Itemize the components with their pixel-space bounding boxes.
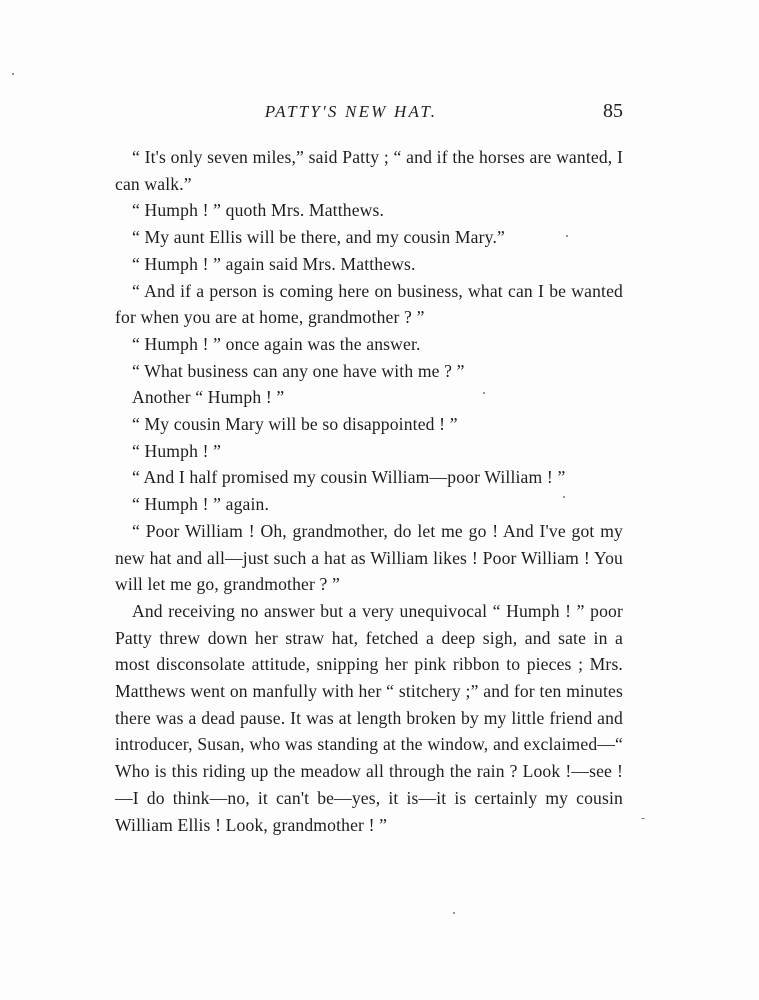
paper-speck bbox=[12, 73, 14, 75]
paragraph: “ What business can any one have with me ? ” bbox=[132, 360, 465, 381]
paragraph: Another “ Humph ! ” bbox=[132, 387, 285, 408]
running-title: PATTY'S NEW HAT. bbox=[264, 102, 438, 121]
paragraph: “ Humph ! ” quoth Mrs. Matthews. bbox=[132, 200, 385, 221]
body-text bbox=[115, 144, 623, 838]
page-number: 85 bbox=[603, 100, 623, 122]
paper-speck bbox=[563, 496, 565, 498]
paragraph: “ Humph ! ” again said Mrs. Matthews. bbox=[132, 253, 416, 274]
paragraph: “ Humph ! ” bbox=[132, 440, 222, 461]
paragraph: “ Humph ! ” once again was the answer. bbox=[132, 333, 421, 354]
paragraph: “ Poor William ! Oh, grandmother, do let me go ! And I've got my new hat and all—just such a hat as William likes ! Poor William ! You will let me go, grandmother ? ” bbox=[115, 520, 623, 595]
paragraph: “ Humph ! ” again. bbox=[132, 494, 270, 515]
paper-speck bbox=[483, 392, 485, 394]
paragraph: “ And I half promised my cousin William—poor William ! ” bbox=[132, 467, 566, 488]
paragraph: “ My cousin Mary will be so disappointed ! ” bbox=[132, 414, 458, 435]
paper-speck bbox=[453, 912, 455, 914]
paragraph: And receiving no answer but a very unequivocal “ Humph ! ” poor Patty threw down her straw hat, fetched a deep sigh, and sate in a most disconsolate attitude, snipping her pink ribbon to pieces ; Mrs. Matthews went on manfully with her “ stitchery ;” and for ten minutes there was a dead pause. It was at length broken by my little friend and introducer, Susan, who was standing at the window, and exclaimed—“ Who is this riding up the meadow all through the rain ? Look !—see !—I do think—no, it can't be—yes, it is—it is certainly my cousin William Ellis ! Look, grandmother ! ” bbox=[115, 600, 623, 835]
paragraph: “ It's only seven miles,” said Patty ; “ and if the horses are wanted, I can walk.” bbox=[115, 147, 623, 194]
paragraph: “ And if a person is coming here on business, what can I be wanted for when you are at home, grandmother ? ” bbox=[115, 280, 623, 328]
running-head bbox=[115, 100, 623, 130]
paragraph: “ My aunt Ellis will be there, and my cousin Mary.” bbox=[132, 227, 505, 248]
paper-speck bbox=[641, 818, 645, 819]
paper-speck bbox=[566, 235, 568, 237]
